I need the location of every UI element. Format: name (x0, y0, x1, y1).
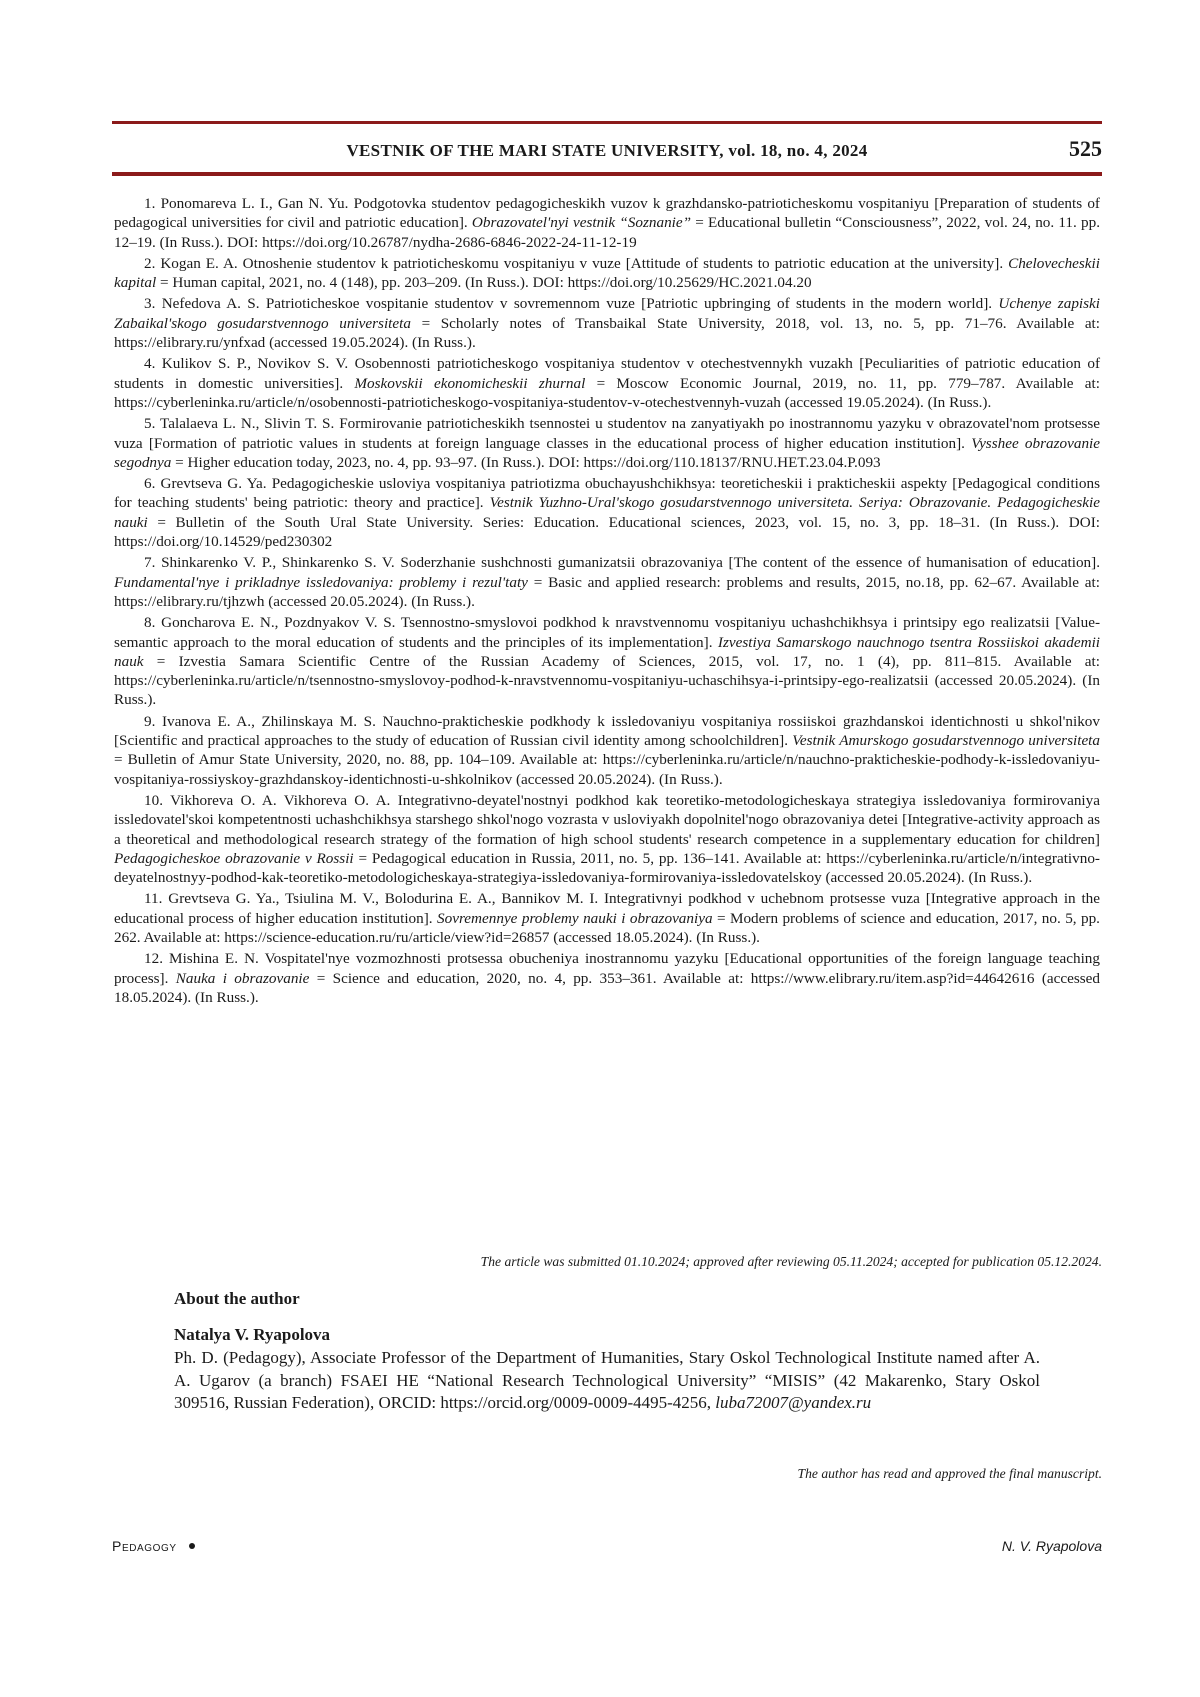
about-author-heading: About the author (174, 1289, 300, 1308)
reference-item: 3. Nefedova A. S. Patrioticheskoe vospitanie studentov v sovremennom vuze [Patriotic upbringing of students in the modern world]. Uchenye zapiski Zabaikal'skogo gosudarstvennogo universiteta = Scholarly notes of Transbaikal State University, 2018, vol. 13, no. 5, pp. 71–76. Available at: https://elibrary.ru/ynfxad (accessed 19.05.2024). (In Russ.). (114, 295, 1100, 352)
approval-note: The author has read and approved the final manuscript. (797, 1466, 1102, 1481)
reference-item: 9. Ivanova E. A., Zhilinskaya M. S. Nauchno-prakticheskie podkhody k issledovaniyu vospitaniya rossiiskoi grazhdanskoi identichnosti u shkol'nikov [Scientific and practical approaches to the study of education of Russian civil identity among schoolchildren]. Vestnik Amurskogo gosudarstvennogo universiteta = Bulletin of Amur State University, 2020, no. 88, pp. 104–109. Available at: https://cyberleninka.ru/article/n/nauchno-prakticheskie-podhody-k-issledovaniyu-vospitaniya-rossiyskoy-grazhdanskoy-identichnosti-u-shkolnikov (accessed 20.05.2024). (In Russ.). (114, 712, 1101, 788)
header-rule-bottom (112, 172, 1102, 176)
footer-section: Pedagogy (112, 1538, 195, 1554)
header-rule-top (112, 121, 1102, 124)
reference-item: 1. Ponomareva L. I., Gan N. Yu. Podgotovka studentov pedagogicheskikh vuzov k grazhdansko-patrioticheskomu vospitaniyu [Preparation of students of pedagogical universities for civil and patriotic education]. Obrazovatel'nyi vestnik “Soznanie” = Educational bulletin “Consciousness”, 2022, vol. 24, no. 11. pp. 12–19. (In Russ.). DOI: https://doi.org/10.26787/nydha-2686-6846-2022-24-11-12-19 (114, 195, 1100, 251)
submission-note: The article was submitted 01.10.2024; approved after reviewing 05.11.2024; accepted for publication 05.12.2024. (480, 1254, 1102, 1269)
page-number: 525 (1069, 136, 1102, 161)
reference-item: 5. Talalaeva L. N., Slivin T. S. Formirovanie patrioticheskikh tsennostei u studentov na zanyatiyakh po inostrannomu yazyku v obrazovatel'nom protsesse vuza [Formation of patriotic values in students at foreign language classes in the educational process of higher education institution]. Vysshee obrazovanie segodnya = Higher education today, 2023, no. 4, pp. 93–97. (In Russ.). DOI: https://doi.org/110.18137/RNU.HET.23.04.P.093 (114, 415, 1100, 471)
page-footer (112, 1538, 1102, 1560)
author-bio: Ph. D. (Pedagogy), Associate Professor of the Department of Humanities, Stary Oskol Technological Institute named after A. A. Ugarov (a branch) FSAEI HE “National Research Technological University” “MISIS” (42 Makarenko, Stary Oskol 309516, Russian Federation), ORCID: https://orcid.org/0009-0009-4495-4256, luba72007@yandex.ru (174, 1348, 1040, 1412)
author-email: luba72007@yandex.ru (715, 1393, 872, 1412)
reference-item: 10. Vikhoreva O. A. Vikhoreva O. A. Integrativno-deyatel'nostnyi podkhod kak teoretiko-metodologicheskaya strategiya issledovaniya formirovaniya issledovatel'skoi kompetentnosti uchashchikhsya starshego shkol'nogo vozrasta v usloviyakh dopolnitel'nogo obrazovaniya detei [Integrative-activity approach as a theoretical and methodological research strategy of the formation of high school students' research competence in a supplementary education for children] Pedagogicheskoe obrazovanie v Rossii = Pedagogical education in Russia, 2011, no. 5, pp. 136–141. Available at: https://cyberleninka.ru/article/n/integrativno-deyatelnostnyy-podhod-kak-teoretiko-metodologicheskaya-strategiya-issledovaniya-formirovaniya-issledovatelskoy (accessed 20.05.2024). (In Russ.). (114, 791, 1100, 887)
reference-item: 6. Grevtseva G. Ya. Pedagogicheskie usloviya vospitaniya patriotizma obuchayushchikhsya: teoreticheskii i prakticheskii aspekty [Pedagogical conditions for teaching students' being patriotic: theory and practice]. Vestnik Yuzhno-Ural'skogo gosudarstvennogo universiteta. Seriya: Obrazovanie. Pedagogicheskie nauki = Bulletin of the South Ural State University. Series: Education. Educational sciences, 2023, vol. 15, no. 3, pp. 18–31. (In Russ.). DOI: https://doi.org/10.14529/ped230302 (114, 475, 1100, 551)
running-header (112, 136, 1102, 168)
footer-author: N. V. Ryapolova (1001, 1538, 1102, 1554)
reference-item: 2. Kogan E. A. Otnoshenie studentov k patrioticheskomu vospitaniyu v vuze [Attitude of students to patriotic education at the university]. Chelovecheskii kapital = Human capital, 2021, no. 4 (148), pp. 203–209. (In Russ.). DOI: https://doi.org/10.25629/HC.2021.04.20 (114, 254, 1100, 292)
reference-item: 4. Kulikov S. P., Novikov S. V. Osobennosti patrioticheskogo vospitaniya studentov v otechestvennykh vuzakh [Peculiarities of patriotic education of students in domestic universities]. Moskovskii ekonomicheskii zhurnal = Moscow Economic Journal, 2019, no. 11, pp. 779–787. Available at: https://cyberleninka.ru/article/n/osobennosti-patrioticheskogo-vospitaniya-studentov-v-otechestvennyh-vuzah (accessed 19.05.2024). (In Russ.). (114, 355, 1100, 411)
reference-item: 12. Mishina E. N. Vospitatel'nye vozmozhnosti protsessa obucheniya inostrannomu yazyku [Educational opportunities of the foreign language teaching process]. Nauka i obrazovanie = Science and education, 2020, no. 4, pp. 353–361. Available at: https://www.elibrary.ru/item.asp?id=44642616 (accessed 18.05.2024). (In Russ.). (114, 950, 1100, 1006)
reference-item: 11. Grevtseva G. Ya., Tsiulina M. V., Bolodurina E. A., Bannikov M. I. Integrativnyi podkhod v uchebnom protsesse vuza [Integrative approach in the educational process of higher education institution]. Sovremennye problemy nauki i obrazovaniya = Modern problems of science and education, 2017, no. 5, pp. 262. Available at: https://science-education.ru/ru/article/view?id=26857 (accessed 18.05.2024). (In Russ.). (114, 890, 1100, 946)
author-name: Natalya V. Ryapolova (174, 1325, 331, 1344)
reference-list (114, 194, 1100, 1009)
bullet-dot-icon (189, 1543, 195, 1549)
reference-item: 8. Goncharova E. N., Pozdnyakov V. S. Tsennostno-smyslovoi podkhod k nravstvennomu vospitaniyu uchashchikhsya i printsipy ego realizatsii [Value-semantic approach to the moral education of students and the principles of its implementation]. Izvestiya Samarskogo nauchnogo tsentra Rossiiskoi akademii nauk = Izvestia Samara Scientific Centre of the Russian Academy of Sciences, 2015, vol. 17, no. 1 (4), pp. 811–815. Available at: https://cyberleninka.ru/article/n/tsennostno-smyslovoy-podhod-k-nravstvennomu-vospitaniyu-uchaschihsya-i-printsipy-ego-realizatsii (accessed 20.05.2024). (In Russ.). (114, 614, 1101, 709)
journal-title: VESTNIK OF THE MARI STATE UNIVERSITY, vol. 18, no. 4, 2024 (346, 141, 868, 160)
reference-item: 7. Shinkarenko V. P., Shinkarenko S. V. Soderzhanie sushchnosti gumanizatsii obrazovaniya [The content of the essence of humanisation of education]. Fundamental'nye i prikladnye issledovaniya: problemy i rezul'taty = Basic and applied research: problems and results, 2015, no.18, pp. 62–67. Available at: https://elibrary.ru/tjhzwh (accessed 20.05.2024). (In Russ.). (114, 554, 1100, 610)
